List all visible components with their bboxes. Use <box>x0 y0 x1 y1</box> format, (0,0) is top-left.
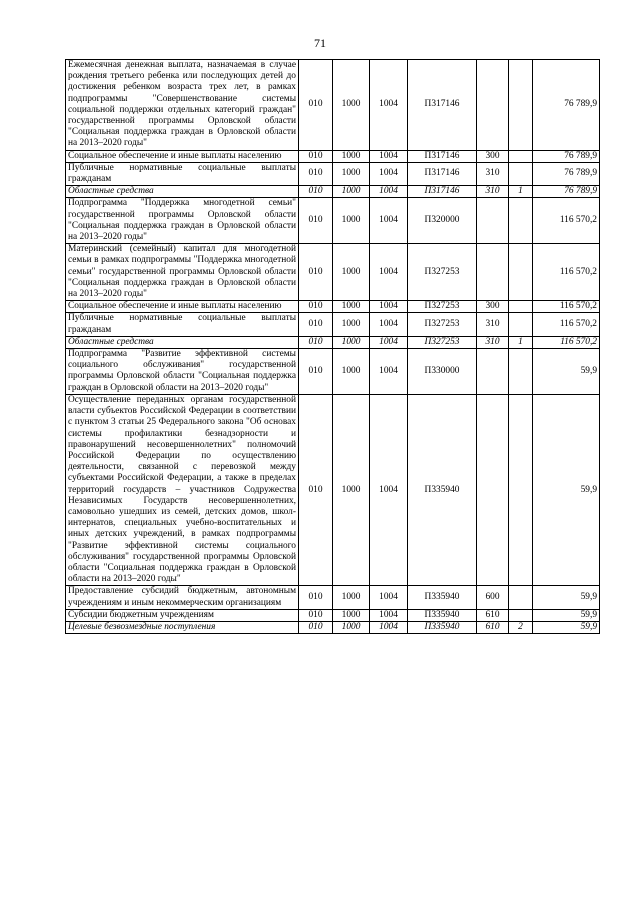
page-number: 71 <box>314 36 326 50</box>
row-sum: 116 570,2 <box>533 336 600 348</box>
ministry-code: 010 <box>299 244 333 301</box>
row-name: Подпрограмма "Развитие эффективной системы социального обслуживания" государственной программы Орловской области "Социальная поддержка граждан в Орловской области на 2013–2020 годы" <box>66 349 299 395</box>
ministry-code: 010 <box>299 349 333 395</box>
funding-source-code <box>509 609 533 621</box>
expense-type-code <box>477 198 509 244</box>
expense-type-code: 300 <box>477 301 509 313</box>
target-article-code: П327253 <box>408 301 477 313</box>
funding-source-code <box>509 60 533 151</box>
section-code: 1000 <box>333 621 370 633</box>
row-sum: 116 570,2 <box>533 244 600 301</box>
subsection-code: 1004 <box>370 60 408 151</box>
row-name: Публичные нормативные социальные выплаты гражданам <box>66 313 299 336</box>
expense-type-code <box>477 349 509 395</box>
row-name: Подпрограмма "Поддержка многодетной семьи" государственной программы Орловской области "Социальная поддержка граждан в Орловской области на 2013–2020 годы" <box>66 198 299 244</box>
target-article-code: П317146 <box>408 60 477 151</box>
subsection-code: 1004 <box>370 621 408 633</box>
target-article-code: П317146 <box>408 186 477 198</box>
subsection-code: 1004 <box>370 150 408 162</box>
funding-source-code <box>509 394 533 585</box>
ministry-code: 010 <box>299 313 333 336</box>
subsection-code: 1004 <box>370 244 408 301</box>
subsection-code: 1004 <box>370 162 408 185</box>
table-row <box>66 60 600 151</box>
funding-source-code <box>509 162 533 185</box>
ministry-code: 010 <box>299 609 333 621</box>
section-code: 1000 <box>333 301 370 313</box>
table-row <box>66 336 600 348</box>
section-code: 1000 <box>333 609 370 621</box>
row-sum: 59,9 <box>533 621 600 633</box>
row-name: Публичные нормативные социальные выплаты гражданам <box>66 162 299 185</box>
table-row <box>66 198 600 244</box>
ministry-code: 010 <box>299 336 333 348</box>
row-name: Целевые безвозмездные поступления <box>66 621 299 633</box>
ministry-code: 010 <box>299 586 333 609</box>
funding-source-code <box>509 198 533 244</box>
row-name: Субсидии бюджетным учреждениям <box>66 609 299 621</box>
row-sum: 59,9 <box>533 609 600 621</box>
table-row <box>66 313 600 336</box>
target-article-code: П327253 <box>408 313 477 336</box>
section-code: 1000 <box>333 244 370 301</box>
ministry-code: 010 <box>299 150 333 162</box>
section-code: 1000 <box>333 186 370 198</box>
section-code: 1000 <box>333 586 370 609</box>
row-name: Материнский (семейный) капитал для многодетной семьи в рамках подпрограммы "Поддержка многодетной семьи" государственной программы Орловской области "Социальная поддержка граждан в Орловской области на 2013–2020 годы" <box>66 244 299 301</box>
section-code: 1000 <box>333 150 370 162</box>
table-row <box>66 162 600 185</box>
budget-table <box>65 59 600 634</box>
funding-source-code: 1 <box>509 186 533 198</box>
ministry-code: 010 <box>299 186 333 198</box>
target-article-code: П327253 <box>408 244 477 301</box>
target-article-code: П320000 <box>408 198 477 244</box>
subsection-code: 1004 <box>370 198 408 244</box>
funding-source-code: 2 <box>509 621 533 633</box>
table-row <box>66 244 600 301</box>
target-article-code: П335940 <box>408 609 477 621</box>
ministry-code: 010 <box>299 60 333 151</box>
row-name: Социальное обеспечение и иные выплаты населению <box>66 150 299 162</box>
target-article-code: П330000 <box>408 349 477 395</box>
target-article-code: П317146 <box>408 150 477 162</box>
row-name: Областные средства <box>66 336 299 348</box>
row-sum: 59,9 <box>533 586 600 609</box>
expense-type-code <box>477 244 509 301</box>
table-row <box>66 150 600 162</box>
row-sum: 76 789,9 <box>533 186 600 198</box>
row-sum: 116 570,2 <box>533 198 600 244</box>
subsection-code: 1004 <box>370 186 408 198</box>
ministry-code: 010 <box>299 621 333 633</box>
ministry-code: 010 <box>299 394 333 585</box>
row-sum: 59,9 <box>533 349 600 395</box>
row-sum: 116 570,2 <box>533 301 600 313</box>
row-name: Предоставление субсидий бюджетным, автономным учреждениям и иным некоммерческим организациям <box>66 586 299 609</box>
funding-source-code: 1 <box>509 336 533 348</box>
subsection-code: 1004 <box>370 336 408 348</box>
section-code: 1000 <box>333 162 370 185</box>
expense-type-code <box>477 60 509 151</box>
expense-type-code <box>477 394 509 585</box>
funding-source-code <box>509 313 533 336</box>
expense-type-code: 310 <box>477 162 509 185</box>
target-article-code: П335940 <box>408 621 477 633</box>
row-name: Ежемесячная денежная выплата, назначаемая в случае рождения третьего ребенка или последующих детей до достижения ребенком возраста трех лет, в рамках подпрограммы "Совершенствование системы социальной поддержки отдельных категорий граждан" государственной программы Орловской области "Социальная поддержка граждан в Орловской области на 2013–2020 годы" <box>66 60 299 151</box>
expense-type-code: 310 <box>477 336 509 348</box>
table-row <box>66 186 600 198</box>
expense-type-code: 600 <box>477 586 509 609</box>
funding-source-code <box>509 349 533 395</box>
row-name: Областные средства <box>66 186 299 198</box>
table-row <box>66 586 600 609</box>
target-article-code: П327253 <box>408 336 477 348</box>
table-row <box>66 301 600 313</box>
subsection-code: 1004 <box>370 609 408 621</box>
ministry-code: 010 <box>299 301 333 313</box>
funding-source-code <box>509 301 533 313</box>
subsection-code: 1004 <box>370 586 408 609</box>
funding-source-code <box>509 150 533 162</box>
table-body <box>66 60 600 634</box>
expense-type-code: 310 <box>477 186 509 198</box>
row-sum: 76 789,9 <box>533 162 600 185</box>
table-row <box>66 349 600 395</box>
expense-type-code: 610 <box>477 609 509 621</box>
row-name: Осуществление переданных органам государственной власти субъектов Российской Федерации в соответствии с пунктом 3 статьи 25 Федерального закона "Об основах системы профилактики безнадзорности и правонарушений несовершеннолетних" полномочий Российской Федерации по осуществлению деятельности, связанной с перевозкой между субъектами Российской Федерации, а также в пределах территорий государств – участников Содружества Независимых Государств несовершеннолетних, самовольно ушедших из семей, детских домов, школ-интернатов, специальных учебно-воспитательных и иных детских учреждений, в рамках подпрограммы "Развитие эффективной системы социального обслуживания" государственной программы Орловской области "Социальная поддержка граждан в Орловской области на 2013–2020 годы" <box>66 394 299 585</box>
section-code: 1000 <box>333 198 370 244</box>
row-sum: 59,9 <box>533 394 600 585</box>
target-article-code: П317146 <box>408 162 477 185</box>
row-sum: 116 570,2 <box>533 313 600 336</box>
section-code: 1000 <box>333 349 370 395</box>
expense-type-code: 610 <box>477 621 509 633</box>
table-row <box>66 394 600 585</box>
section-code: 1000 <box>333 336 370 348</box>
section-code: 1000 <box>333 60 370 151</box>
funding-source-code <box>509 244 533 301</box>
expense-type-code: 300 <box>477 150 509 162</box>
funding-source-code <box>509 586 533 609</box>
subsection-code: 1004 <box>370 301 408 313</box>
expense-type-code: 310 <box>477 313 509 336</box>
ministry-code: 010 <box>299 198 333 244</box>
row-sum: 76 789,9 <box>533 150 600 162</box>
table-row <box>66 609 600 621</box>
section-code: 1000 <box>333 394 370 585</box>
section-code: 1000 <box>333 313 370 336</box>
target-article-code: П335940 <box>408 586 477 609</box>
subsection-code: 1004 <box>370 394 408 585</box>
ministry-code: 010 <box>299 162 333 185</box>
subsection-code: 1004 <box>370 313 408 336</box>
table-row <box>66 621 600 633</box>
subsection-code: 1004 <box>370 349 408 395</box>
row-name: Социальное обеспечение и иные выплаты населению <box>66 301 299 313</box>
row-sum: 76 789,9 <box>533 60 600 151</box>
target-article-code: П335940 <box>408 394 477 585</box>
